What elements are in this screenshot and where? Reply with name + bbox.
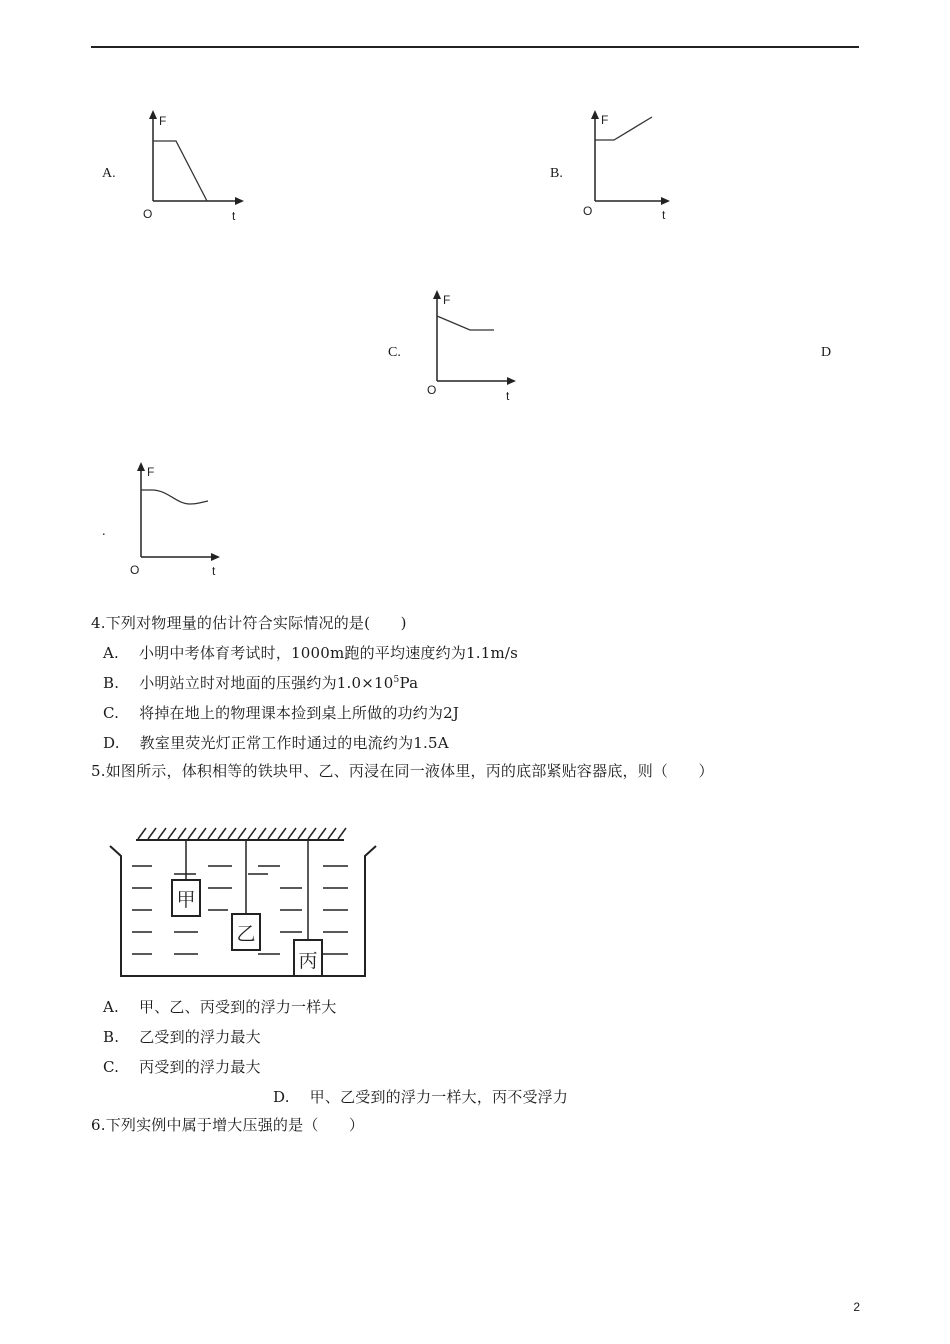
y-arrow (149, 110, 157, 119)
x-label: t (212, 564, 216, 578)
q5-stem: 5.如图所示，体积相等的铁块甲、乙、丙浸在同一液体里，丙的底部紧贴容器底，则（ ） (91, 762, 714, 780)
y-label: F (159, 114, 167, 128)
q5-option-a: A. 甲、乙、丙受到的浮力一样大 (103, 998, 337, 1016)
origin-label: O (427, 383, 437, 397)
q4-stem: 4.下列对物理量的估计符合实际情况的是( ) (91, 614, 407, 632)
y-label: F (443, 293, 451, 307)
graph-a-letter: A. (102, 166, 116, 181)
graph-d-letter: D (821, 345, 832, 360)
curve (153, 141, 207, 201)
q4-option-b: B. 小明站立时对地面的压强约为$1.0\times 10^5Pa$ (103, 674, 419, 692)
label-yi: 乙 (236, 923, 256, 945)
graph-d-dot: . (102, 524, 106, 539)
q5-option-d: D. 甲、乙受到的浮力一样大，丙不受浮力 (273, 1088, 569, 1106)
x-arrow (235, 197, 244, 205)
x-label: t (506, 389, 510, 403)
x-label: t (662, 208, 666, 222)
q5-figure (108, 822, 388, 986)
graph-d (128, 460, 238, 586)
y-label: F (147, 465, 155, 479)
page-number: 2 (853, 1300, 860, 1314)
graph-c (424, 288, 534, 410)
graph-a (140, 108, 260, 230)
q4-option-a: A. 小明中考体育考试时，1000m跑的平均速度约为1.1m/s (103, 644, 519, 662)
q4-option-d: D. 教室里荧光灯正常工作时通过的电流约为1.5A (103, 734, 449, 752)
origin-label: O (143, 207, 153, 221)
q5-option-b: B. 乙受到的浮力最大 (103, 1028, 261, 1046)
curve (437, 316, 494, 330)
graph-c-letter: C. (388, 345, 401, 360)
graph-b-letter: B. (550, 166, 563, 181)
x-label: t (232, 209, 236, 223)
origin-label: O (130, 563, 140, 577)
curve (141, 490, 208, 504)
label-bing: 丙 (298, 950, 318, 972)
q5-option-c: C. 丙受到的浮力最大 (103, 1058, 261, 1076)
graph-b (582, 108, 692, 230)
origin-label: O (583, 204, 593, 218)
q6-stem: 6.下列实例中属于增大压强的是（ ） (91, 1116, 365, 1134)
header-rule (91, 46, 859, 48)
q4-option-c: C. 将掉在地上的物理课本捡到桌上所做的功约为2J (103, 704, 460, 722)
y-label: F (601, 113, 609, 127)
label-jia: 甲 (176, 889, 196, 911)
